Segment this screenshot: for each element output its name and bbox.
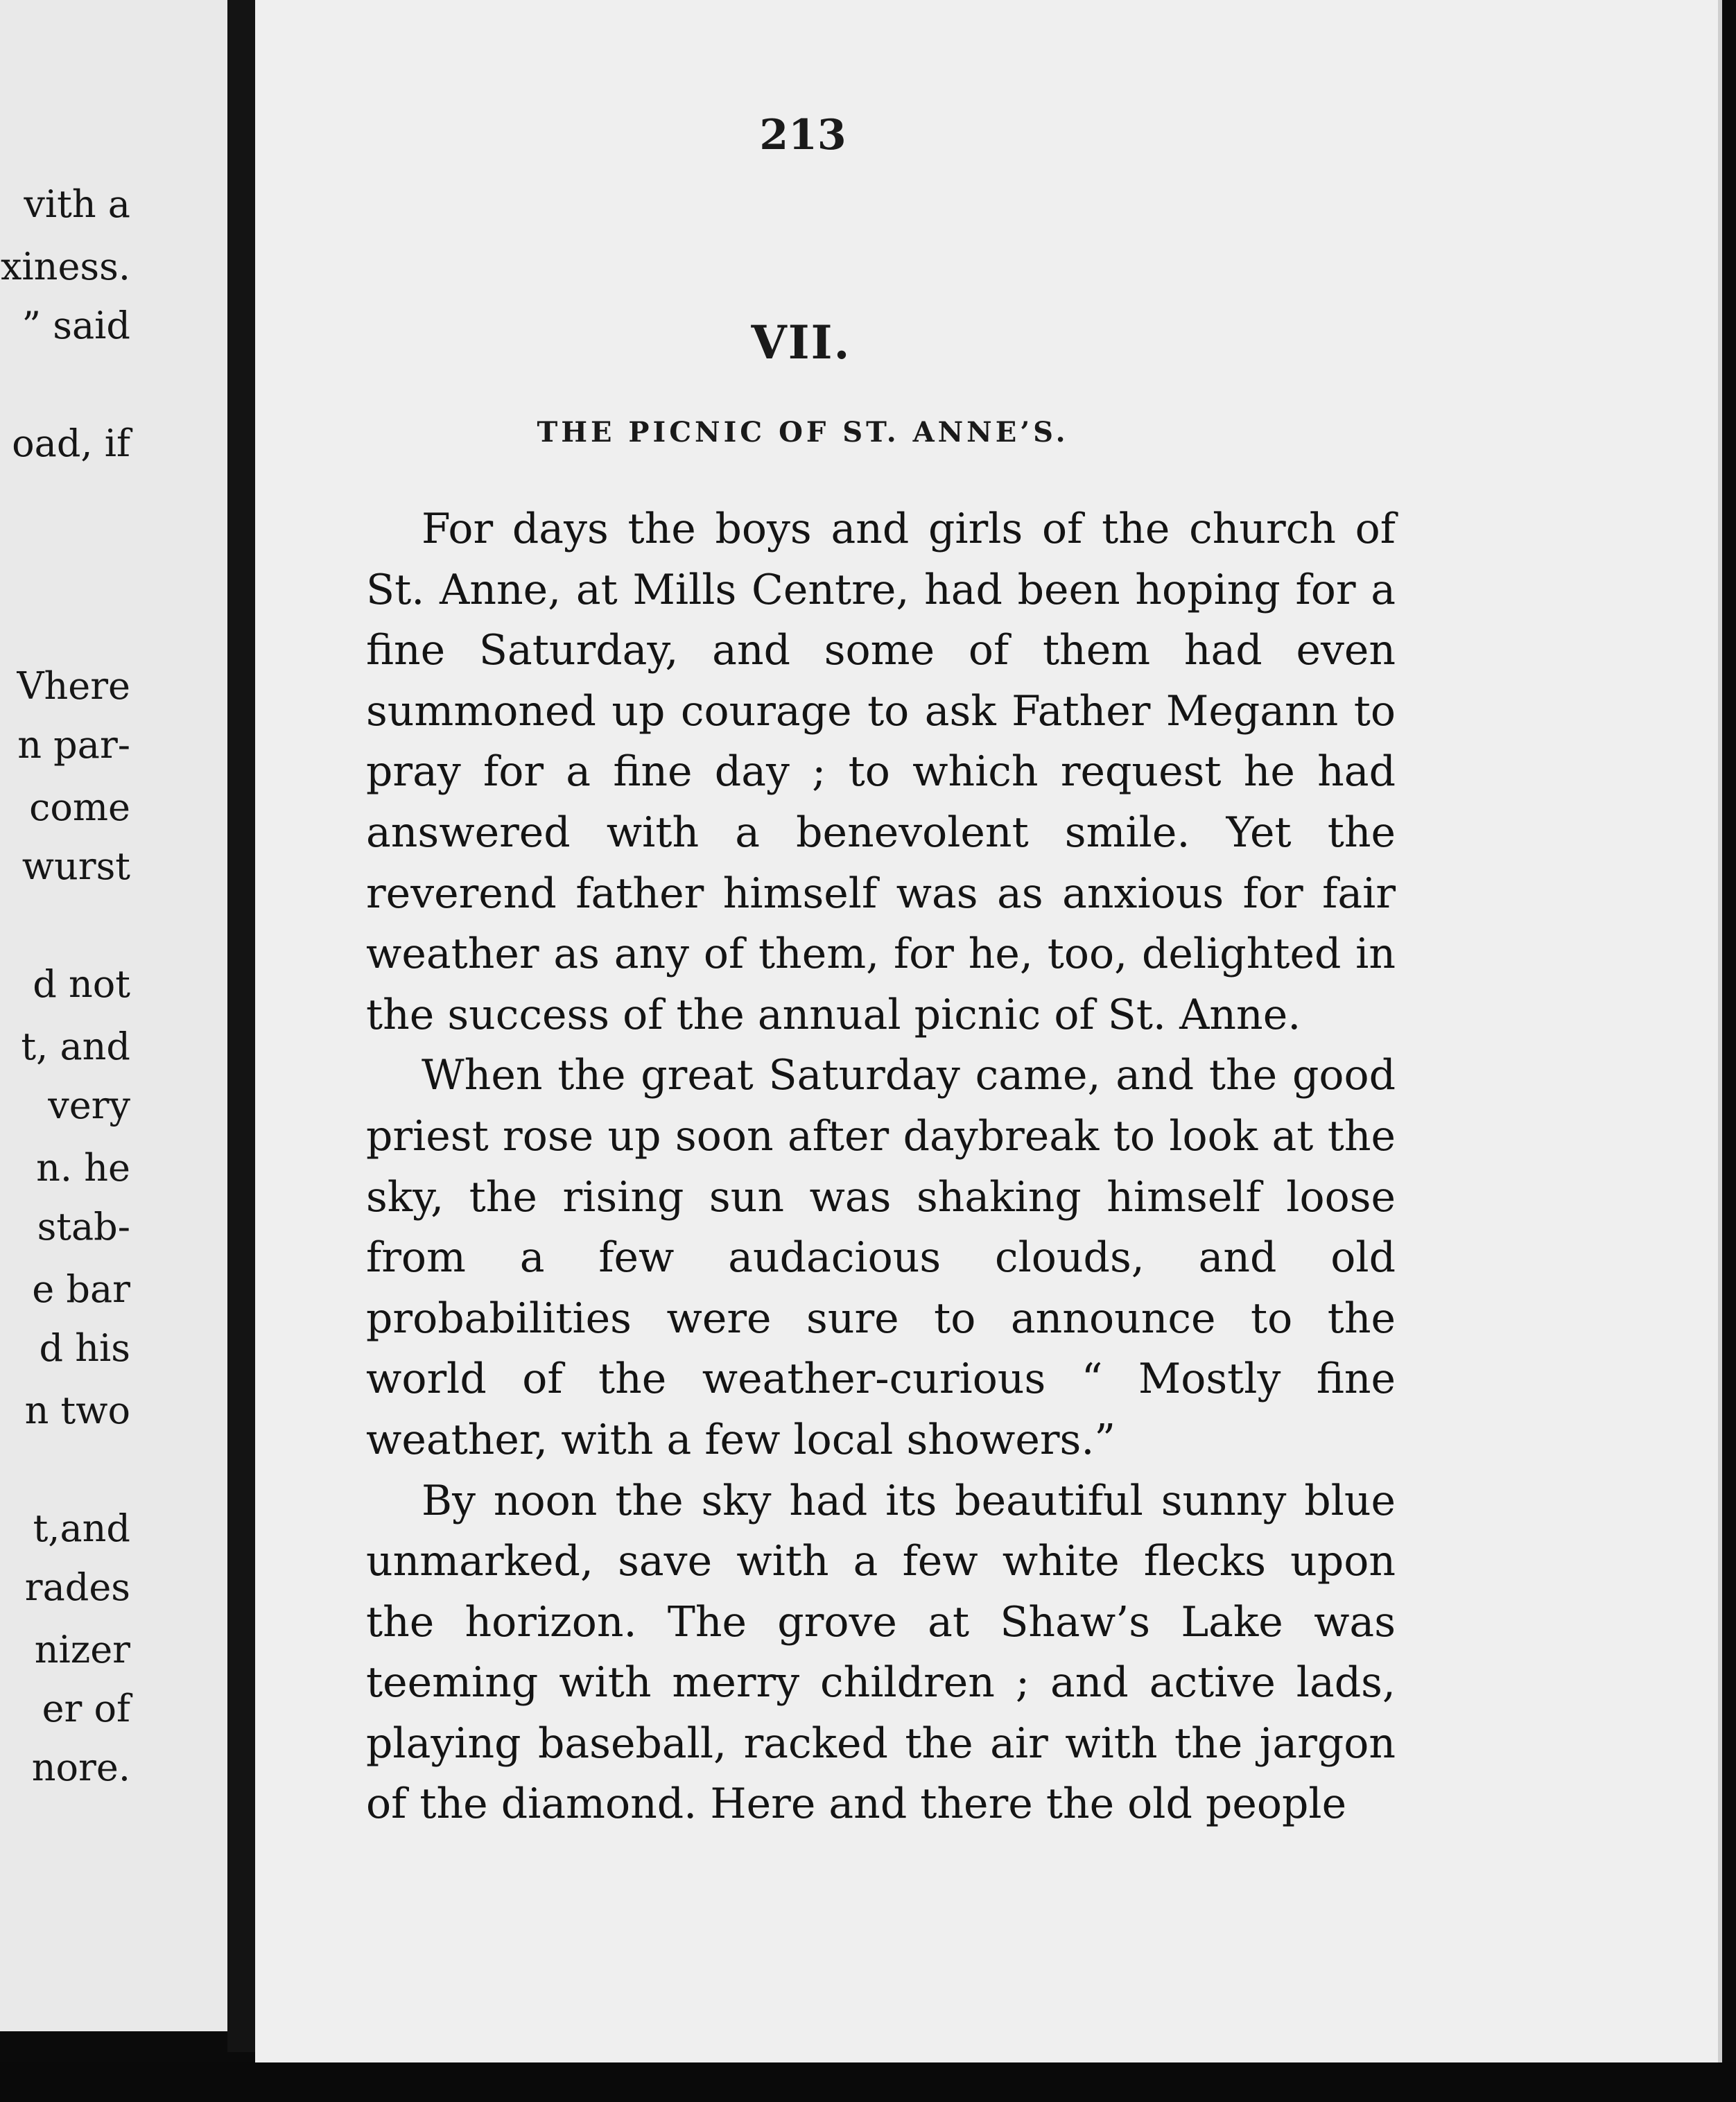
paragraph: When the great Saturday came, and the good priest rose up soon after daybreak to look at the sky, the rising sun was shaking himself loose from a few audacious clouds, and old probabilities were sure to announce to the world of the weather-curious “ Mostly fine weather, with a few local showers.” — [366, 1051, 1396, 1464]
left-page-line: wurst — [21, 844, 130, 888]
left-page-line: e bar — [32, 1267, 130, 1311]
left-page-line: nizer — [34, 1628, 130, 1671]
left-page-line: t, and — [21, 1025, 130, 1068]
left-page-line: ” said — [21, 304, 130, 347]
page-number: 213 — [759, 111, 847, 159]
left-page-line: oad, if — [12, 422, 130, 465]
book-gutter — [227, 0, 255, 2052]
left-page-line: t,and — [33, 1506, 130, 1550]
left-page-line: er of — [42, 1687, 130, 1730]
paragraph: For days the boys and girls of the church of St. Anne, at Mills Centre, had been hoping for a fine Saturday, and some of them had even summoned up courage to ask Father Megann to pray for a fine day ; to which request he had answered with a benevolent smile. Yet the reverend father himself was as anxious for fair weather as any of them, for he, too, delighted in the success of the annual picnic of St. Anne. — [366, 505, 1396, 1039]
chapter-number: VII. — [751, 315, 851, 370]
chapter-title: THE PICNIC OF ST. ANNE’S. — [537, 416, 1069, 449]
left-page-line: come — [29, 785, 130, 829]
scan-bottom-edge — [0, 2062, 1736, 2102]
paragraph: By noon the sky had its beautiful sunny blue unmarked, save with a few white flecks upon the horizon. The grove at Shaw’s Lake was teeming with merry children ; and active lads, playing baseball, racked the air with the jargon of the diamond. Here and there the old people — [366, 1476, 1396, 1829]
left-page-line: rades — [24, 1565, 130, 1609]
left-page-line: stab- — [37, 1205, 130, 1249]
left-page-line: nore. — [31, 1746, 130, 1789]
left-page-line: n. he — [36, 1146, 130, 1190]
left-page-line: d his — [39, 1326, 130, 1370]
right-page — [255, 0, 1722, 2062]
left-page-line: d not — [33, 962, 130, 1006]
left-page-line: n two — [24, 1389, 130, 1432]
left-page-line: very — [48, 1084, 130, 1127]
left-page-fragment — [0, 0, 229, 2031]
left-page-line: xiness. — [0, 245, 130, 288]
body-text — [366, 499, 1396, 1835]
left-page-line: vith a — [24, 182, 130, 226]
left-page-line: Vhere — [17, 664, 130, 708]
left-page-text — [0, 0, 227, 2031]
left-page-line: n par- — [17, 723, 130, 767]
